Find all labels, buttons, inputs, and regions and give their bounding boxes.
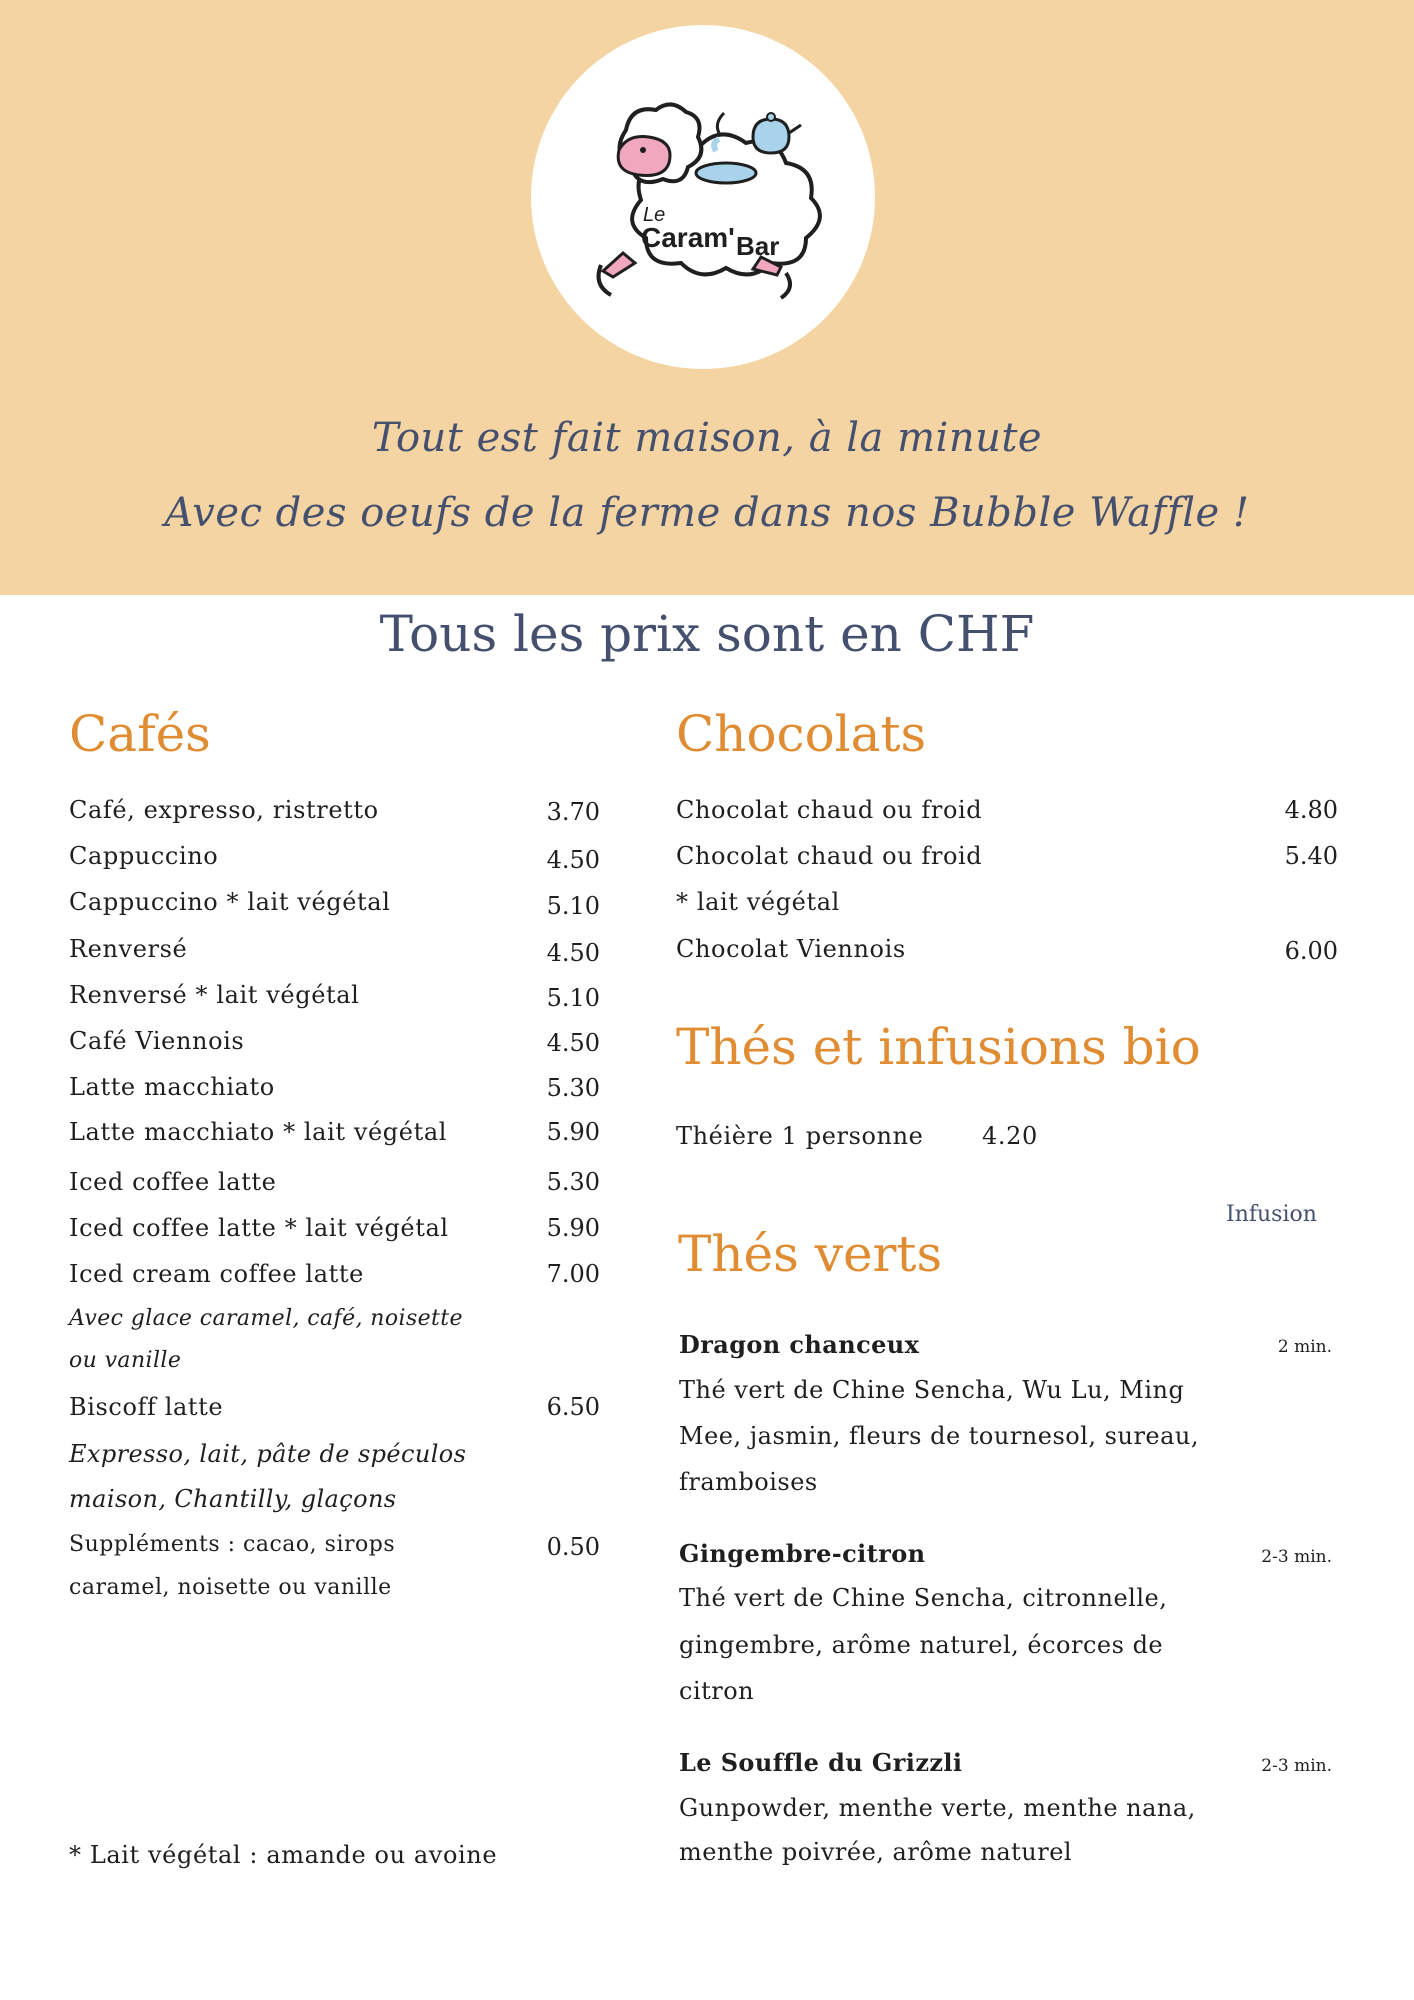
tea-name: Gingembre-citron bbox=[679, 1539, 926, 1568]
menu-item-price: 5.10 bbox=[546, 984, 600, 1012]
menu-item-name: Café Viennois bbox=[69, 1027, 245, 1055]
tea-description: gingembre, arôme naturel, écorces de bbox=[679, 1631, 1164, 1659]
menu-item-name: Latte macchiato bbox=[69, 1073, 275, 1101]
tea-infusion-time: 2-3 min. bbox=[1261, 1756, 1332, 1776]
menu-item-price: 0.50 bbox=[546, 1533, 600, 1561]
llama-logo-icon bbox=[531, 25, 875, 369]
menu-item-name: Iced cream coffee latte bbox=[69, 1260, 364, 1288]
tea-description: Mee, jasmin, fleurs de tournesol, sureau, bbox=[679, 1422, 1200, 1450]
tagline-line-1: Tout est fait maison, à la minute bbox=[371, 415, 1043, 461]
infusion-column-label: Infusion bbox=[1226, 1202, 1317, 1227]
menu-item-price: 6.50 bbox=[546, 1393, 600, 1421]
cafes-title: Cafés bbox=[69, 705, 211, 763]
logo-badge bbox=[531, 25, 875, 369]
menu-item-price: 5.90 bbox=[546, 1118, 600, 1146]
item-note: ou vanille bbox=[69, 1348, 182, 1373]
tagline-line-2: Avec des oeufs de la ferme dans nos Bubble Waffle ! bbox=[164, 490, 1250, 536]
menu-item-price: 4.20 bbox=[982, 1122, 1038, 1150]
menu-item-name: Théière 1 personne bbox=[676, 1122, 924, 1150]
menu-item-name: Café, expresso, ristretto bbox=[69, 796, 379, 824]
currency-heading: Tous les prix sont en CHF bbox=[379, 605, 1035, 663]
menu-item-name: Cappuccino bbox=[69, 842, 219, 870]
chocolats-title: Chocolats bbox=[676, 705, 927, 763]
menu-item-name: Chocolat chaud ou froid bbox=[676, 796, 983, 824]
menu-item-price: 7.00 bbox=[546, 1260, 600, 1288]
tea-description: Gunpowder, menthe verte, menthe nana, bbox=[679, 1794, 1196, 1822]
menu-item-price: 3.70 bbox=[546, 798, 600, 826]
item-note: maison, Chantilly, glaçons bbox=[69, 1485, 397, 1513]
menu-item-price: 4.50 bbox=[546, 1029, 600, 1057]
tea-description: Thé vert de Chine Sencha, Wu Lu, Ming bbox=[679, 1376, 1185, 1404]
thes-verts-title: Thés verts bbox=[678, 1225, 943, 1283]
menu-item-price: 4.50 bbox=[546, 939, 600, 967]
menu-item-price: 4.50 bbox=[546, 846, 600, 874]
header-banner bbox=[0, 0, 1414, 595]
menu-item-price: 5.30 bbox=[546, 1074, 600, 1102]
tea-description: menthe poivrée, arôme naturel bbox=[679, 1838, 1073, 1866]
thes-infusions-title: Thés et infusions bio bbox=[676, 1018, 1201, 1076]
item-note: Expresso, lait, pâte de spéculos bbox=[69, 1440, 467, 1468]
menu-item-name: Biscoff latte bbox=[69, 1393, 224, 1421]
supplements-line: Suppléments : cacao, sirops bbox=[69, 1532, 396, 1557]
tea-description: Thé vert de Chine Sencha, citronnelle, bbox=[679, 1584, 1168, 1612]
tea-name: Dragon chanceux bbox=[679, 1330, 920, 1359]
menu-item-price: 5.30 bbox=[546, 1168, 600, 1196]
menu-item-price: 6.00 bbox=[1284, 937, 1338, 965]
menu-item-name: Chocolat Viennois bbox=[676, 935, 906, 963]
footnote: * Lait végétal : amande ou avoine bbox=[69, 1841, 498, 1869]
logo-text-caram: Caram' bbox=[641, 222, 735, 253]
menu-item-price: 4.80 bbox=[1284, 796, 1338, 824]
logo-text-bar: Bar bbox=[736, 231, 780, 261]
menu-item-name: Latte macchiato * lait végétal bbox=[69, 1118, 447, 1146]
tea-description: framboises bbox=[679, 1468, 818, 1496]
tea-infusion-time: 2 min. bbox=[1277, 1337, 1332, 1357]
menu-item-name: Iced coffee latte * lait végétal bbox=[69, 1214, 449, 1242]
menu-item-price: 5.40 bbox=[1284, 842, 1338, 870]
tea-infusion-time: 2-3 min. bbox=[1261, 1547, 1332, 1567]
supplements-line: caramel, noisette ou vanille bbox=[69, 1575, 392, 1600]
item-note: Avec glace caramel, café, noisette bbox=[69, 1306, 463, 1331]
tea-name: Le Souffle du Grizzli bbox=[679, 1748, 963, 1777]
menu-item-name: Renversé * lait végétal bbox=[69, 981, 360, 1009]
menu-item-name: * lait végétal bbox=[676, 888, 840, 916]
menu-item-price: 5.10 bbox=[546, 892, 600, 920]
logo-text-le: Le bbox=[643, 204, 666, 226]
menu-item-name: Cappuccino * lait végétal bbox=[69, 888, 391, 916]
menu-item-name: Iced coffee latte bbox=[69, 1168, 277, 1196]
menu-item-name: Chocolat chaud ou froid bbox=[676, 842, 983, 870]
menu-item-name: Renversé bbox=[69, 935, 188, 963]
tea-description: citron bbox=[679, 1677, 755, 1705]
menu-item-price: 5.90 bbox=[546, 1214, 600, 1242]
